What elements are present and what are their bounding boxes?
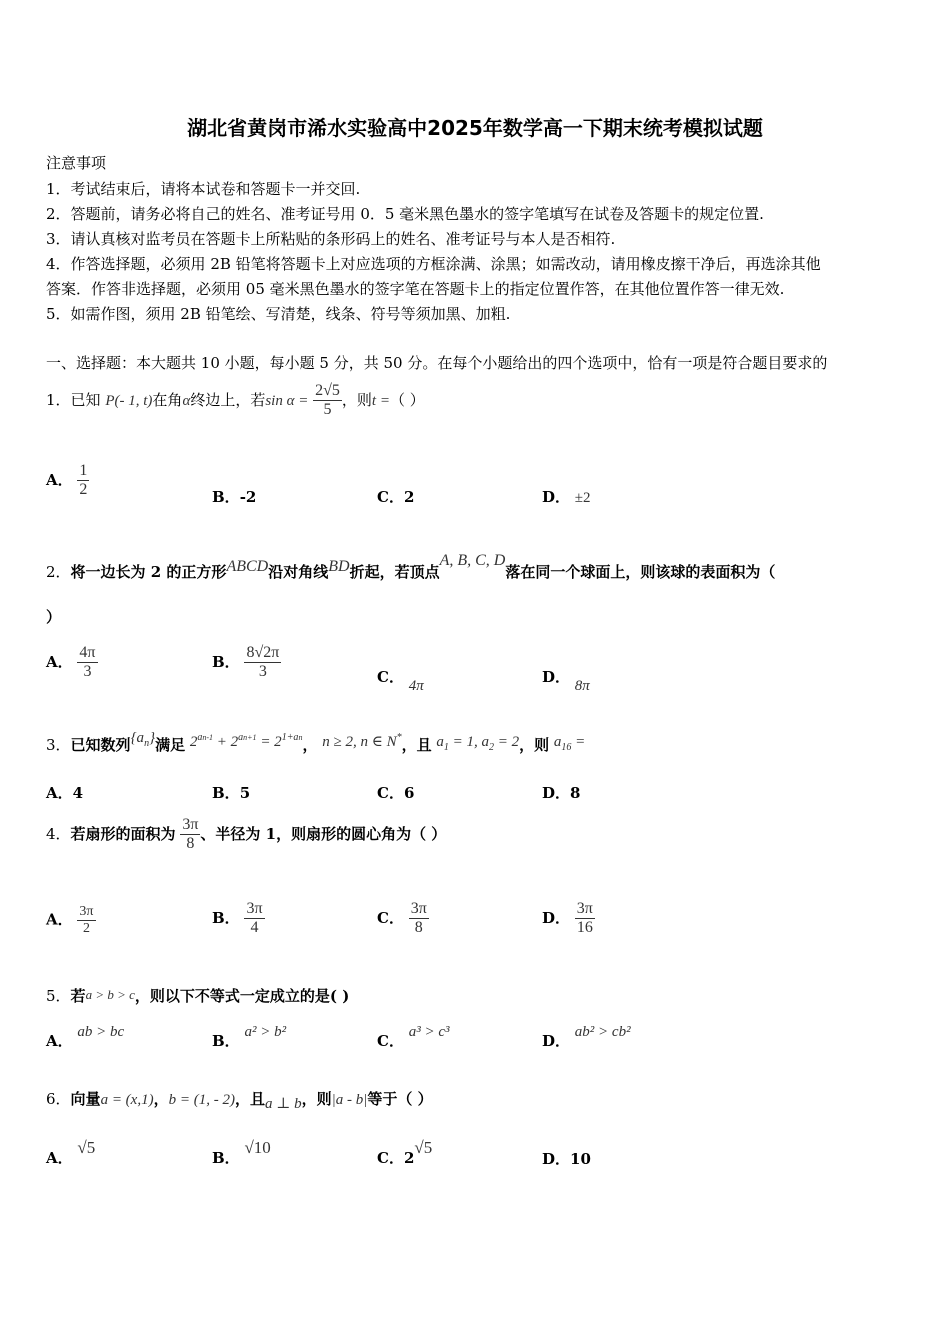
- q-text: 若扇形的面积为: [70, 824, 176, 843]
- option-c: C．2: [377, 488, 415, 506]
- q-text: 已知数列: [70, 736, 131, 754]
- notice-item: 4．作答选择题，必须用 2B 铅笔将答题卡上对应选项的方框涂满、涂黑；如需改动，请用橡皮擦干净后，再选涂其他: [46, 255, 821, 273]
- math: ABCD: [226, 558, 269, 575]
- page-title: 湖北省黄岗市浠水实验高中2025年数学高一下期末统考模拟试题: [187, 116, 763, 140]
- math: A, B, C, D: [439, 552, 506, 569]
- question-number: 1．: [46, 390, 71, 409]
- q-text: （ ）: [389, 390, 425, 409]
- q-text: ，则以下不等式一定成立的是( ): [134, 987, 350, 1005]
- fraction: $\frac{3\pi}{8}$: [182, 816, 199, 853]
- q-text: ，则: [341, 390, 372, 409]
- notice-item: 2．答题前，请务必将自己的姓名、准考证号用 0．5 毫米黑色墨水的签字笔填写在试卷及答题卡的规定位置.: [46, 205, 764, 223]
- notice-item: 5．如需作图，须用 2B 铅笔绘、写清楚，线条、符号等须加黑、加粗.: [46, 305, 511, 323]
- math: n ≥ 2, n ∈ N*: [322, 732, 402, 750]
- option-c: C． 4π: [377, 668, 424, 694]
- option-d: D． ab² > cb²: [542, 1024, 631, 1050]
- question-5: [46, 985, 349, 1006]
- option-b: B．5: [212, 784, 251, 802]
- question-number: 3．: [46, 736, 71, 754]
- q-text: 等于（ ）: [367, 1090, 433, 1108]
- q-text: 折起，若顶点: [349, 563, 440, 581]
- math: $a_1 = 1$, $a_2 = 2$: [436, 734, 520, 753]
- option-c: C．6: [377, 784, 415, 802]
- question-number: 6．: [46, 1090, 71, 1108]
- q-text: 将一边长为 2 的正方形: [70, 563, 227, 581]
- question-2: [46, 552, 775, 582]
- option-a: A．4: [46, 784, 84, 802]
- option-b: B．-2: [212, 488, 257, 506]
- section-heading: 一、选择题：本大题共 10 小题，每小题 5 分，共 50 分。在每个小题给出的四个选项中，恰有一项是符合题目要求的: [46, 354, 828, 372]
- option-b: B． $\frac{8√2\pi}{3}$: [212, 644, 280, 681]
- option-a: A． ab > bc: [46, 1024, 125, 1050]
- question-number: 2．: [46, 563, 71, 581]
- q-text: 沿对角线: [268, 563, 329, 581]
- math: |a - b|: [331, 1092, 368, 1108]
- option-d: D． $\frac{3\pi}{16}$: [542, 900, 593, 937]
- q-text: 向量: [70, 1090, 101, 1108]
- question-number: 5．: [46, 987, 71, 1005]
- question-4: [46, 816, 446, 854]
- q-text: 、半径为 1，则扇形的圆心角为（ ）: [200, 824, 447, 843]
- q-text: ，且: [401, 736, 432, 754]
- question-1: [46, 382, 425, 420]
- notice-item: 答案．作答非选择题，必须用 05 毫米黑色墨水的签字笔在答题卡上的指定位置作答，在其他位置作答一律无效.: [46, 280, 785, 298]
- math: $a_{16}$ =: [553, 734, 586, 753]
- q-text: 在角: [152, 390, 183, 409]
- q-text: ，则: [519, 736, 550, 754]
- option-c: C．2√5: [377, 1138, 433, 1167]
- option-d: D．8: [542, 784, 581, 802]
- notice-heading: 注意事项: [46, 154, 107, 172]
- notice-item: 1．考试结束后，请将本试卷和答题卡一并交回.: [46, 180, 361, 198]
- option-b: B． √10: [212, 1138, 271, 1167]
- math: $\{a_n\}$: [130, 730, 156, 749]
- math: $2^{an-1} + 2^{an+1} = 2^{1+an}$: [189, 732, 303, 750]
- q-text: 落在同一个球面上，则该球的表面积为（: [505, 563, 776, 581]
- option-d: D． 8π: [542, 668, 590, 694]
- math: b = (1, - 2): [168, 1092, 235, 1108]
- option-b: B． $\frac{3\pi}{4}$: [212, 900, 263, 937]
- math: t =: [371, 392, 390, 409]
- q-text: ，且: [234, 1090, 265, 1108]
- fraction: $\frac{2√5}{5}$: [315, 382, 340, 419]
- notice-item: 3．请认真核对监考员在答题卡上所粘贴的条形码上的姓名、准考证号与本人是否相符.: [46, 230, 616, 248]
- question-number: 4．: [46, 824, 71, 843]
- question-2-continued: [46, 606, 61, 627]
- option-a: A． $\frac{1}{2}$: [46, 462, 88, 499]
- math: a = (x,1): [100, 1092, 154, 1108]
- q-text: ，: [153, 1090, 169, 1108]
- option-a: A． $\frac{3\pi}{2}$: [46, 904, 94, 937]
- q-text: 满足: [155, 736, 186, 754]
- question-6: [46, 1088, 433, 1113]
- option-a: A． √5: [46, 1138, 96, 1167]
- q-text: 终边上，若: [190, 390, 266, 409]
- math: sin α =: [265, 392, 309, 409]
- math: α: [182, 392, 191, 409]
- option-c: C． $\frac{3\pi}{8}$: [377, 900, 427, 937]
- option-a: A． $\frac{4\pi}{3}$: [46, 644, 96, 681]
- q-text: ，则: [301, 1090, 332, 1108]
- option-b: B． a² > b²: [212, 1024, 287, 1050]
- math: a ⊥ b: [264, 1096, 302, 1112]
- math: a > b > c: [85, 987, 135, 1002]
- math: BD: [328, 558, 350, 575]
- math: P(- 1, t): [105, 392, 153, 409]
- option-d: D． ±2: [542, 488, 591, 506]
- q-text: 若: [70, 987, 86, 1005]
- q-text: ，: [302, 736, 318, 754]
- question-3: [46, 730, 585, 755]
- q-text: 已知: [70, 390, 101, 409]
- q-text: ）: [46, 608, 62, 626]
- option-c: C． a³ > c³: [377, 1024, 450, 1050]
- option-d: D．10: [542, 1150, 591, 1168]
